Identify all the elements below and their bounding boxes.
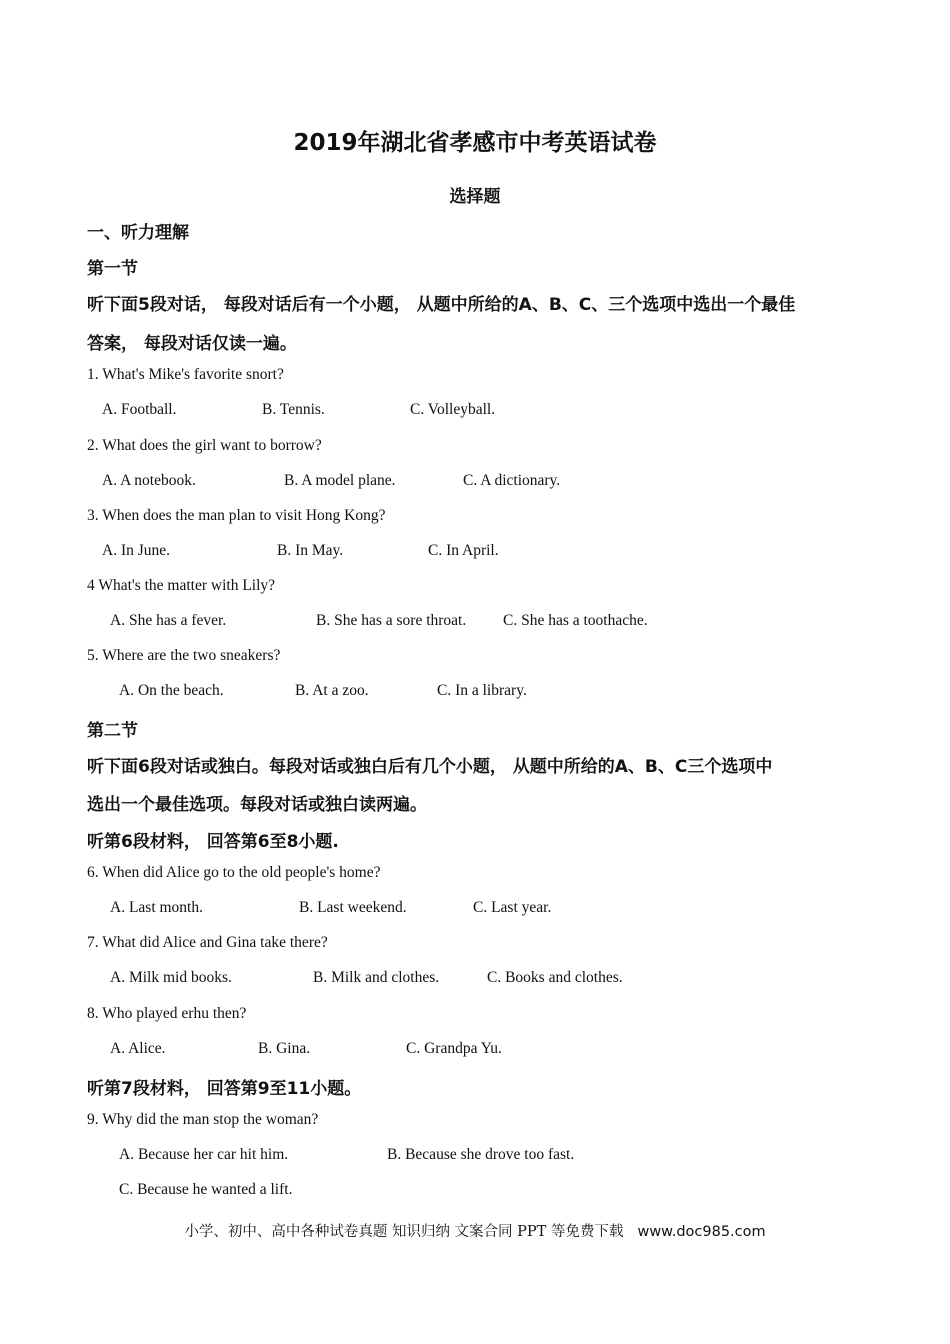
question: 4 What's the matter with Lily? (87, 577, 276, 594)
option-c: C. A dictionary. (463, 472, 561, 489)
question: 9. Why did the man stop the woman? (87, 1111, 319, 1128)
option-a: A. Alice. (110, 1040, 166, 1057)
section-instructions: 听下面5段对话， 每段对话后有一个小题， 从题中所给的A、B、C、三个选项中选出一个最佳 (87, 295, 796, 315)
section-instructions: 听下面6段对话或独白。每段对话或独白后有几个小题， 从题中所给的A、B、C三个选项中 (87, 757, 773, 777)
option-c: C. In a library. (437, 682, 527, 699)
section-heading: 第一节 (87, 259, 138, 279)
option-c: C. Books and clothes. (487, 969, 623, 986)
option-b: B. At a zoo. (295, 682, 369, 699)
option-a: A. Last month. (110, 899, 203, 916)
option-b: B. Milk and clothes. (313, 969, 440, 986)
option-a: A. A notebook. (102, 472, 196, 489)
option-a: A. Because her car hit him. (119, 1146, 289, 1163)
option-b: B. Because she drove too fast. (387, 1146, 575, 1163)
question: 2. What does the girl want to borrow? (87, 437, 322, 454)
material-heading: 听第7段材料， 回答第9至11小题。 (87, 1079, 362, 1099)
option-b: B. In May. (277, 542, 344, 559)
question: 5. Where are the two sneakers? (87, 647, 281, 664)
page-subtitle: 选择题 (449, 187, 501, 207)
option-c: C. Last year. (473, 899, 552, 916)
question: 1. What's Mike's favorite snort? (87, 366, 284, 383)
option-a: A. In June. (102, 542, 171, 559)
question: 6. When did Alice go to the old people's home? (87, 864, 381, 881)
option-c: C. She has a toothache. (503, 612, 648, 629)
option-c: C. Because he wanted a lift. (119, 1181, 293, 1198)
part-heading: 一、听力理解 (87, 223, 189, 243)
option-b: B. Tennis. (262, 401, 325, 418)
option-a: A. She has a fever. (110, 612, 227, 629)
option-b: B. She has a sore throat. (316, 612, 467, 629)
option-b: B. Last weekend. (299, 899, 407, 916)
footer-text: 小学、初中、高中各种试卷真题 知识归纳 文案合同 PPT 等免费下载 (184, 1224, 624, 1240)
question: 8. Who played erhu then? (87, 1005, 247, 1022)
option-c: C. Grandpa Yu. (406, 1040, 502, 1057)
option-b: B. Gina. (258, 1040, 311, 1057)
option-c: C. Volleyball. (410, 401, 496, 418)
option-a: A. Football. (102, 401, 177, 418)
option-a: A. Milk mid books. (110, 969, 232, 986)
page-title: 2019年湖北省孝感市中考英语试卷 (293, 130, 657, 156)
option-a: A. On the beach. (119, 682, 224, 699)
material-heading: 听第6段材料， 回答第6至8小题. (87, 832, 339, 852)
footer-url: www.doc985.com (637, 1224, 766, 1240)
section-instructions-cont: 选出一个最佳选项。每段对话或独白读两遍。 (87, 795, 427, 815)
section-heading: 第二节 (87, 721, 138, 741)
question: 7. What did Alice and Gina take there? (87, 934, 328, 951)
option-c: C. In April. (428, 542, 499, 559)
section-instructions-cont: 答案， 每段对话仅读一遍。 (87, 334, 297, 354)
option-b: B. A model plane. (284, 472, 396, 489)
question: 3. When does the man plan to visit Hong Kong? (87, 507, 386, 524)
page-footer (0, 1220, 950, 1241)
